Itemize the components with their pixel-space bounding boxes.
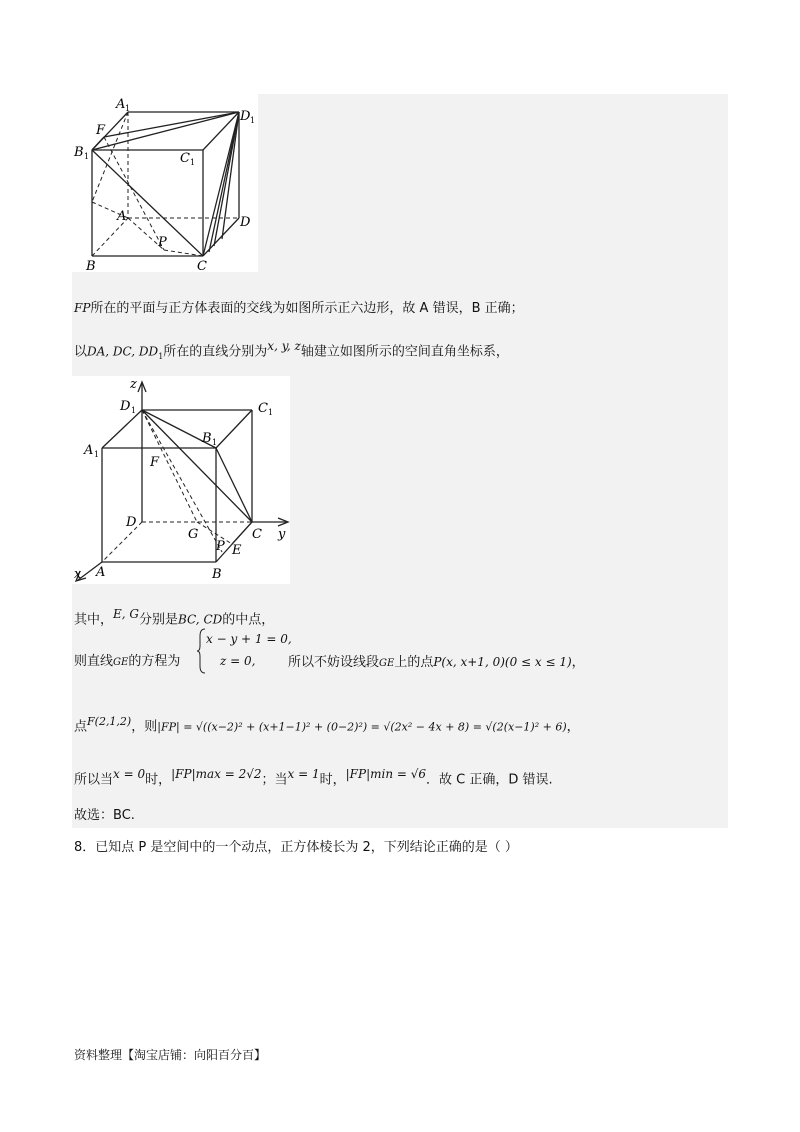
label-C: C: [197, 259, 207, 272]
text-line-2-prefix: 以: [74, 344, 88, 360]
solution-line-4-rest: [288, 652, 585, 674]
math-GE-2: GE: [379, 658, 395, 669]
math-GE-1: GE: [113, 657, 129, 668]
footer-source: 资料整理【淘宝店铺：向阳百分百】: [74, 1048, 267, 1062]
label-D1-sub: 1: [250, 116, 256, 125]
solution-line-4: [74, 652, 180, 673]
label-B: B: [86, 259, 96, 272]
label-C1: C: [180, 151, 190, 166]
label2-C: C: [252, 527, 262, 542]
math-point-F: F(2,1,2): [87, 715, 132, 728]
math-point-P: P(x, x+1, 0)(0 ≤ x ≤ 1): [433, 655, 572, 669]
text-line-2-mid: 所在的直线分别为: [163, 344, 268, 360]
text-line-6-end: ．故 C 正确，D 错误.: [426, 772, 553, 788]
label-A1-sub: 1: [125, 104, 131, 113]
cube-figure-2: [72, 376, 290, 584]
solution-line-6: [74, 764, 553, 790]
cube-figure-1: [72, 94, 258, 272]
label2-A1: A: [84, 443, 94, 458]
text-line-5-end: ，: [566, 719, 580, 735]
label-F: F: [96, 123, 106, 138]
math-x-eq-1: x = 1: [287, 767, 320, 781]
text-line-4-mid: 的方程为: [128, 654, 181, 669]
solution-line-7: [74, 806, 135, 826]
text-line-6-mid1: 时，: [145, 772, 172, 788]
label-C1-sub: 1: [190, 158, 196, 167]
text-line-3-prefix: 其中，: [74, 612, 114, 628]
label-P: P: [158, 235, 167, 250]
axis-label-z: z: [130, 377, 137, 392]
text-answer: 故选：BC.: [74, 808, 135, 823]
math-FP-distance: |FP| = √((x−2)² + (x+1−1)² + (0−2)²) = √(2x² − 4x + 8) = √(2(x−1)² + 6): [157, 720, 567, 734]
solution-line-5: [74, 712, 580, 737]
math-FP-min: |FP|min = √6: [345, 767, 427, 781]
label2-C1-sub: 1: [268, 408, 274, 417]
math-EG: E, G: [113, 607, 139, 621]
cube-figure-1-svg: [72, 94, 258, 272]
label-B1-sub: 1: [84, 152, 90, 161]
label2-B: B: [212, 567, 222, 582]
math-sub-1: 1: [158, 351, 164, 361]
math-xyz: x, y, z: [267, 339, 301, 353]
text-line-4-mid2: 所以不妨设线段: [288, 655, 380, 670]
axis-label-x: x: [74, 567, 82, 582]
label2-E: E: [232, 543, 242, 558]
solution-line-1: [74, 298, 524, 319]
math-DA-DC-DD: DA, DC, DD: [87, 344, 159, 359]
question-8: 8．已知点 P 是空间中的一个动点，正方体棱长为 2，下列结论正确的是（ ）: [74, 840, 518, 855]
label2-B1-sub: 1: [212, 438, 218, 447]
equation-row-2: z = 0,: [220, 654, 256, 668]
label2-B1: B: [202, 431, 212, 446]
text-line-3-mid: 分别是: [139, 612, 179, 628]
label2-G: G: [188, 527, 199, 542]
label-D1: D: [240, 109, 251, 124]
label-A1: A: [116, 97, 126, 112]
axis-label-y: y: [278, 527, 286, 542]
text-line-6-prefix: 所以当: [74, 772, 114, 788]
text-line-6-mid2: ；当: [261, 772, 288, 788]
label2-A: A: [96, 565, 106, 580]
text-line-4-prefix: 则直线: [74, 654, 114, 669]
text-line-5-mid: ，则: [131, 719, 158, 735]
label2-D: D: [126, 515, 137, 530]
math-FP: FP: [74, 301, 91, 315]
text-line-4-mid3: 上的点: [394, 655, 434, 670]
text-line-4-end: ，: [571, 655, 585, 670]
label-B1: B: [74, 145, 84, 160]
text-line-3-suffix: 的中点，: [222, 612, 275, 628]
solution-line-2: [74, 336, 509, 367]
math-x-eq-0: x = 0: [113, 767, 146, 781]
text-line-5-prefix: 点: [74, 719, 88, 735]
text-line-2-suffix: 轴建立如图所示的空间直角坐标系，: [300, 344, 509, 360]
label2-C1: C: [258, 401, 268, 416]
label2-A1-sub: 1: [94, 450, 100, 459]
label-A: A: [117, 209, 127, 224]
label2-D1-sub: 1: [131, 406, 137, 415]
cube-figure-2-svg: [72, 376, 290, 584]
label2-D1: D: [120, 399, 131, 414]
label-D: D: [240, 215, 251, 230]
label2-P: P: [216, 539, 225, 554]
math-BC-CD: BC, CD: [178, 612, 223, 627]
equation-row-1: x − y + 1 = 0,: [206, 632, 292, 646]
text-line-1: 所在的平面与正方体表面的交线为如图所示正六边形，故 A 错误，B 正确；: [90, 301, 524, 316]
text-line-6-mid3: 时，: [319, 772, 346, 788]
brace-icon: [196, 628, 206, 674]
solution-line-3: [74, 604, 274, 630]
math-FP-max: |FP|max = 2√2: [171, 767, 262, 781]
label2-F: F: [150, 455, 160, 470]
